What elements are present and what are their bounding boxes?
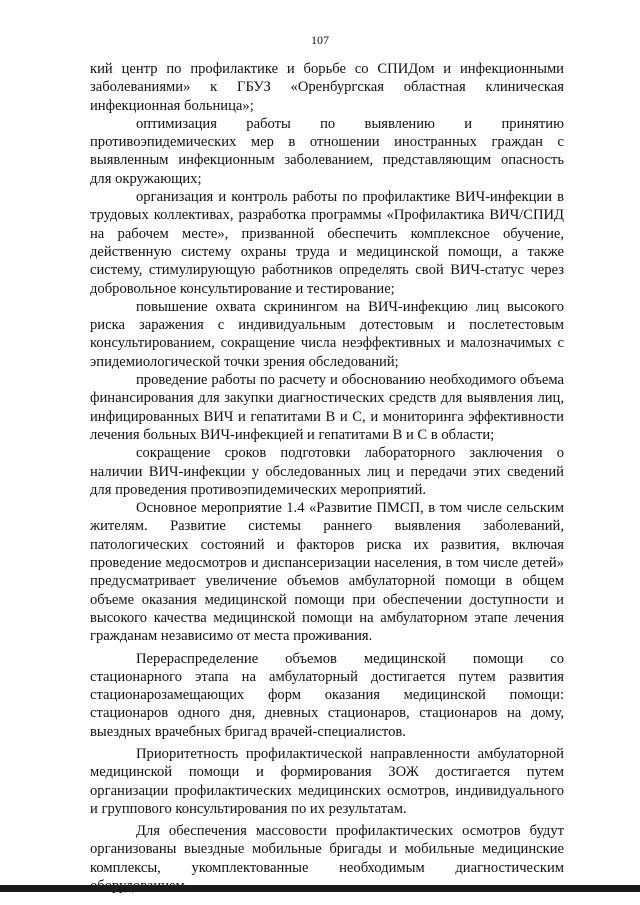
list-item-lab-reports: сокращение сроков подготовки лабораторного заключения о наличии ВИЧ-инфекции у обследованных лиц и передачи этих сведений для проведения противоэпидемических мероприятий. <box>90 445 564 498</box>
page-number: 107 <box>311 33 329 47</box>
paragraph-redistribution: Перераспределение объемов медицинской помощи со стационарного этапа на амбулаторный достигается путем развития стационарозамещающих форм оказания медицинской помощи: стационаров одного дня, дневных стационаров, стационаров на дому, выездных врачебных бригад врачей-специалистов. <box>90 650 564 740</box>
paragraph-main-activity: Основное мероприятие 1.4 «Развитие ПМСП, в том числе сельским жителям. Развитие системы раннего выявления заболеваний, патологических состояний и факторов риска их развития, включая проведение медосмотров и диспансеризации населения, в том числе детей» предусматривает увеличение объемов амбулаторной помощи в общем объеме оказания медицинской помощи при обеспечении доступности и высокого качества медицинской помощи на амбулаторном этапе лечения гражданам независимо от места проживания. <box>90 500 564 645</box>
paragraph-priority: Приоритетность профилактической направленности амбулаторной медицинской помощи и формирования ЗОЖ достигается путем организации профилактических медицинских осмотров, индивидуального и группового консультирования по их результатам. <box>90 745 564 817</box>
list-item-workplace-prevention: организация и контроль работы по профилактике ВИЧ-инфекции в трудовых коллективах, разработка программы «Профилактика ВИЧ/СПИД на рабочем месте», призванной обеспечить комплексное обучение, действенную систему охраны труда и медицинской помощи, а также систему, стимулирующую работников определять свой ВИЧ-статус через добровольное консультирование и тестирование; <box>90 189 564 297</box>
paragraph-continuation: кий центр по профилактике и борьбе со СПИДом и инфекционными заболеваниями» к ГБУЗ «Оренбургская областная клиническая инфекционная больница»; <box>90 61 564 114</box>
bottom-border-line <box>0 885 640 892</box>
document-body <box>90 60 564 895</box>
paragraph-mobile-teams: Для обеспечения массовости профилактических осмотров будут организованы выездные мобильные бригады и мобильные медицинские комплексы, укомплектованные необходимым диагностическим <box>90 823 564 876</box>
list-item-funding: проведение работы по расчету и обоснованию необходимого объема финансирования для закупки диагностических средств для выявления лиц, инфицированных ВИЧ и гепатитами В и С, и мониторинга эффективности лечения больных ВИЧ-инфекцией и гепатитами В и С в области; <box>90 372 564 443</box>
list-item-screening: повышение охвата скринингом на ВИЧ-инфекцию лиц высокого риска заражения с индивидуальным дотестовым и послетестовым консультированием, сокращение числа неэффективных и малозначимых с эпидемиологической точки зрения обследований; <box>90 298 564 370</box>
list-item-foreign-citizens: оптимизация работы по выявлению и принятию противоэпидемических мер в отношении иностранных граждан с выявленным инфекционным заболеванием, представляющим опасность для окружающих; <box>90 115 564 187</box>
